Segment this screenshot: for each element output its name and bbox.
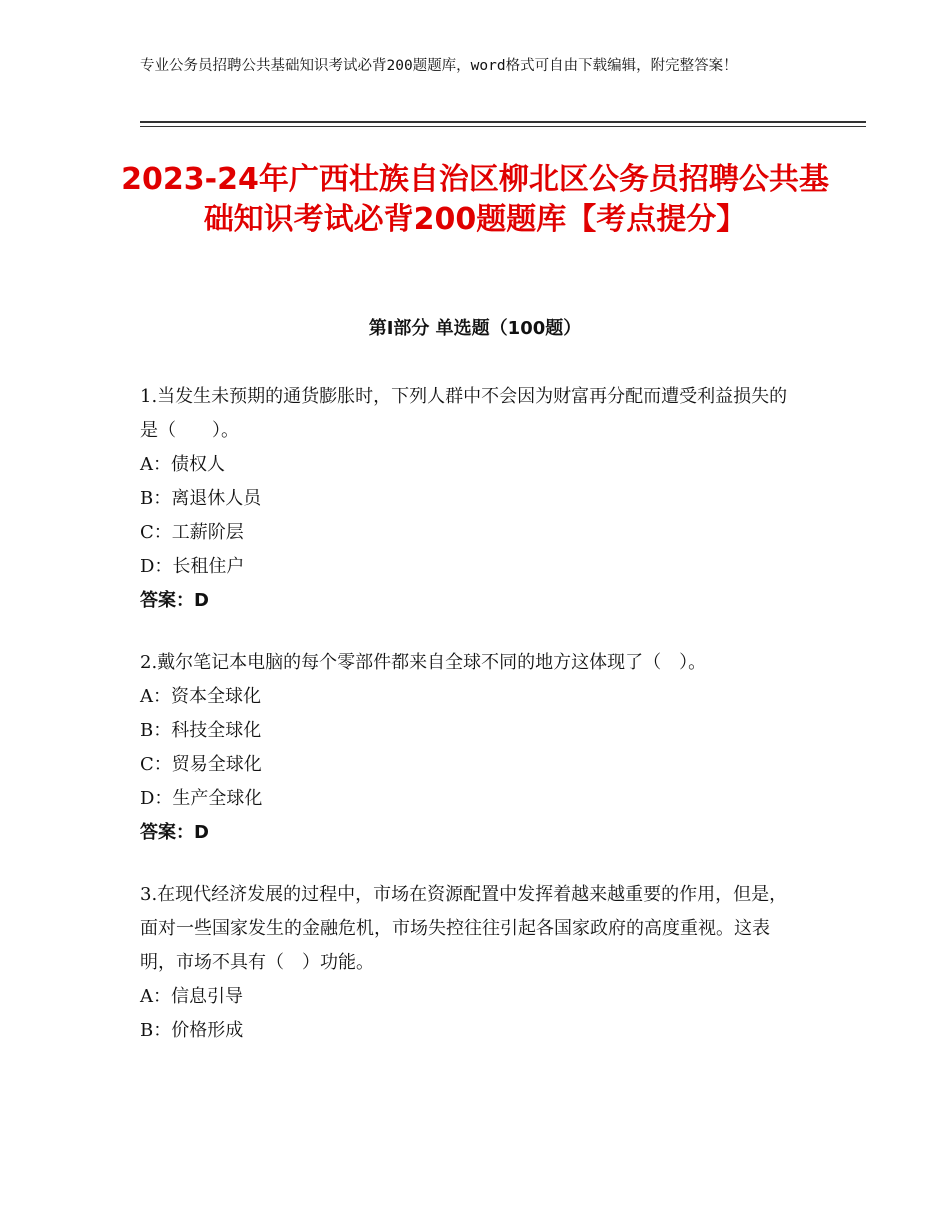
header-rule-thin [140,126,866,127]
option-b: B：价格形成 [140,1020,244,1041]
option-a: A：资本全球化 [140,686,261,707]
question-2 [140,646,800,850]
answer: 答案：D [140,590,209,611]
header-rule-thick [140,121,866,123]
question-3 [140,878,800,1048]
option-a: A：债权人 [140,454,225,475]
section-heading: 第Ⅰ部分 单选题（100题） [368,318,582,339]
option-a: A：信息引导 [140,986,243,1007]
document-title: 2023-24年广西壮族自治区柳北区公务员招聘公共基础知识考试必背200题题库【考点提分】 [121,162,829,237]
option-b: B：离退休人员 [140,488,262,509]
option-b: B：科技全球化 [140,720,262,741]
option-d: D：长租住户 [140,556,245,577]
question-list [140,380,800,1076]
option-d: D：生产全球化 [140,788,263,809]
question-text: 1.当发生未预期的通货膨胀时，下列人群中不会因为财富再分配而遭受利益损失的是（ ）。 [140,386,788,441]
question-1 [140,380,800,618]
answer: 答案：D [140,822,209,843]
option-c: C：工薪阶层 [140,522,244,543]
question-text: 3.在现代经济发展的过程中，市场在资源配置中发挥着越来越重要的作用，但是，面对一些国家发生的金融危机，市场失控往往引起各国家政府的高度重视。这表明，市场不具有（ ）功能。 [140,884,788,973]
header-note: 专业公务员招聘公共基础知识考试必背200题题库，word格式可自由下载编辑，附完整答案！ [140,58,738,74]
option-c: C：贸易全球化 [140,754,262,775]
question-text: 2.戴尔笔记本电脑的每个零部件都来自全球不同的地方这体现了（ ）。 [140,652,707,673]
